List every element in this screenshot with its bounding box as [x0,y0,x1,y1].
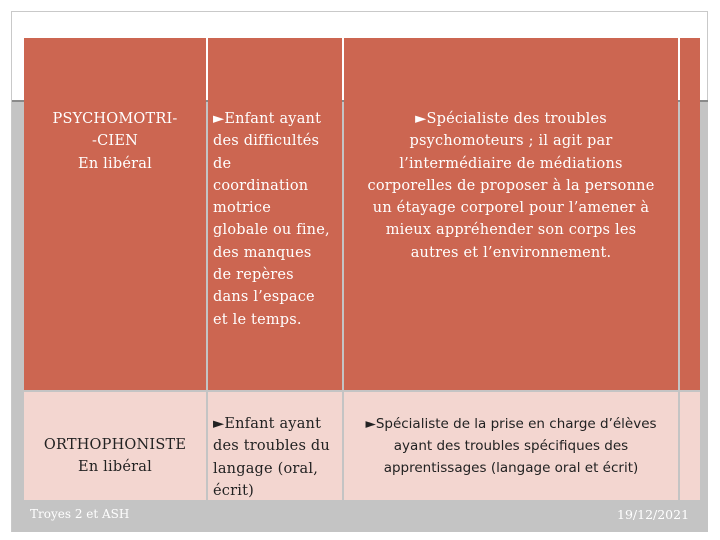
role-line: ►Spécialiste de la prise en charge d’élèves [365,416,657,432]
profession-line: ORTHOPHONISTE [43,437,187,453]
table-cell-orthophoniste-role [344,392,678,500]
footer-date: 19/12/2021 [617,507,690,522]
role-line: ►Spécialiste des troubles [415,111,607,127]
audience-line: globale ou fine, [213,222,330,239]
role-line: corporelles de proposer à la personne [367,177,655,194]
audience-line: dans l’espace [213,289,315,306]
audience-line: et le temps. [213,311,302,328]
profession-line: En libéral [78,459,152,476]
role-line: mieux appréhender son corps les [385,222,637,239]
audience-line: de repères [213,267,294,284]
role-line: ayant des troubles spécifiques des [393,438,629,454]
profession-line: En libéral [78,155,152,172]
role-line: psychomoteurs ; il agit par [409,133,613,150]
audience-line: écrit) [213,482,254,499]
table-cell-extra-column [680,38,700,390]
audience-line: motrice [213,200,271,217]
footer-left-text: Troyes 2 et ASH [30,507,130,521]
role-line: autres et l’environnement. [410,244,612,261]
audience-line: des troubles du [213,438,330,455]
table-cell-orthophoniste-profession [24,392,206,500]
audience-line: des difficultés [213,133,320,150]
role-line: un étayage corporel pour l’amener à [372,200,650,217]
role-line: l’intermédiaire de médiations [399,155,623,172]
audience-line: de [213,155,232,172]
audience-line: ►Enfant ayant [213,416,322,432]
table-cell-psychomotricien-profession [24,38,206,390]
role-line: apprentissages (langage oral et écrit) [383,460,639,476]
table-cell-extra-column [680,392,700,500]
audience-line: langage (oral, [213,460,319,477]
profession-line: PSYCHOMOTRI- [52,111,178,127]
info-table [24,38,700,500]
audience-line: des manques [213,244,312,261]
table-cell-psychomotricien-audience [208,38,342,390]
audience-line: coordination [213,177,309,194]
table-cell-orthophoniste-audience [208,392,342,500]
table-cell-psychomotricien-role [344,38,678,390]
audience-line: ►Enfant ayant [213,111,322,127]
profession-line: -CIEN [92,133,138,150]
